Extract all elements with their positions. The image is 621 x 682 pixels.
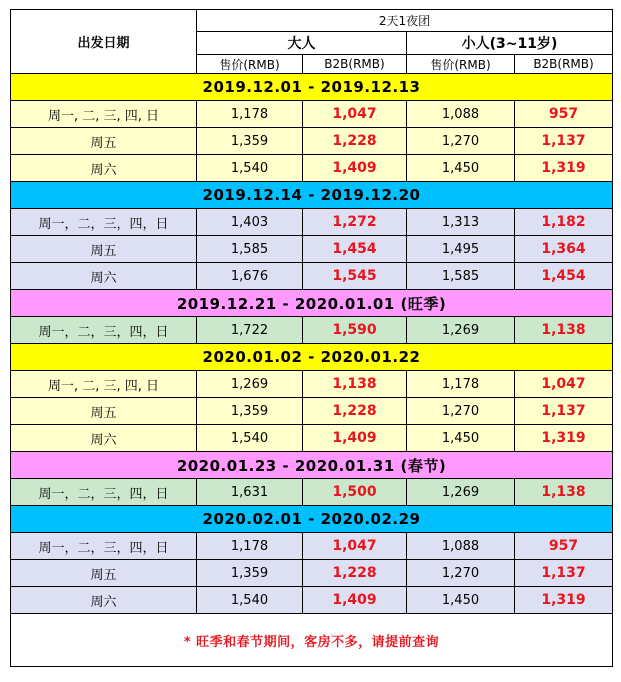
adult-b2b-price-header: B2B(RMB) [303,55,407,74]
child-b2b-price-cell: 1,454 [515,263,613,290]
tour-name-header: 2天1夜团 [197,10,613,32]
day-of-week-cell: 周六 [11,587,197,614]
child-sale-price-cell: 1,450 [407,587,515,614]
child-b2b-price-cell: 1,047 [515,371,613,398]
child-sale-price-cell: 1,088 [407,101,515,128]
day-of-week-cell: 周六 [11,425,197,452]
adult-sale-price-cell: 1,540 [197,587,303,614]
adult-sale-price-header: 售价(RMB) [197,55,303,74]
adult-b2b-price-cell: 1,138 [303,371,407,398]
day-of-week-cell: 周六 [11,263,197,290]
child-b2b-price-cell: 1,137 [515,128,613,155]
day-of-week-cell: 周一，二，三，四，日 [11,533,197,560]
child-sale-price-cell: 1,088 [407,533,515,560]
day-of-week-cell: 周六 [11,155,197,182]
child-sale-price-cell: 1,270 [407,398,515,425]
child-b2b-price-cell: 957 [515,101,613,128]
price-row [11,209,613,236]
price-row [11,263,613,290]
period-header-row [11,344,613,371]
adult-sale-price-cell: 1,585 [197,236,303,263]
day-of-week-cell: 周五 [11,398,197,425]
child-header: 小人(3~11岁) [407,32,613,55]
child-b2b-price-cell: 957 [515,533,613,560]
child-b2b-price-cell: 1,319 [515,587,613,614]
child-b2b-price-header: B2B(RMB) [515,55,613,74]
header-row-tour [11,10,613,32]
period-title: 2020.01.02 - 2020.01.22 [11,344,613,371]
child-b2b-price-cell: 1,182 [515,209,613,236]
child-b2b-price-cell: 1,138 [515,317,613,344]
price-row [11,155,613,182]
adult-b2b-price-cell: 1,409 [303,155,407,182]
price-row [11,425,613,452]
period-title: 2019.12.14 - 2019.12.20 [11,182,613,209]
price-row [11,236,613,263]
adult-b2b-price-cell: 1,409 [303,425,407,452]
price-row [11,587,613,614]
price-row [11,317,613,344]
adult-sale-price-cell: 1,359 [197,560,303,587]
child-sale-price-cell: 1,269 [407,479,515,506]
day-of-week-cell: 周五 [11,128,197,155]
period-header-row [11,74,613,101]
price-row [11,128,613,155]
child-sale-price-header: 售价(RMB) [407,55,515,74]
price-row [11,398,613,425]
adult-sale-price-cell: 1,178 [197,101,303,128]
child-b2b-price-cell: 1,138 [515,479,613,506]
child-sale-price-cell: 1,270 [407,560,515,587]
child-b2b-price-cell: 1,319 [515,155,613,182]
price-row [11,533,613,560]
adult-sale-price-cell: 1,722 [197,317,303,344]
adult-b2b-price-cell: 1,228 [303,560,407,587]
adult-sale-price-cell: 1,540 [197,425,303,452]
adult-b2b-price-cell: 1,047 [303,101,407,128]
period-title: 2019.12.21 - 2020.01.01 (旺季) [11,290,613,317]
child-sale-price-cell: 1,270 [407,128,515,155]
child-b2b-price-cell: 1,137 [515,560,613,587]
adult-b2b-price-cell: 1,545 [303,263,407,290]
child-sale-price-cell: 1,178 [407,371,515,398]
child-sale-price-cell: 1,313 [407,209,515,236]
day-of-week-cell: 周一，二，三，四，日 [11,209,197,236]
period-header-row [11,290,613,317]
price-row [11,560,613,587]
child-b2b-price-cell: 1,364 [515,236,613,263]
adult-b2b-price-cell: 1,047 [303,533,407,560]
period-title: 2019.12.01 - 2019.12.13 [11,74,613,101]
child-sale-price-cell: 1,585 [407,263,515,290]
period-header-row [11,452,613,479]
child-b2b-price-cell: 1,319 [515,425,613,452]
price-row [11,101,613,128]
period-header-row [11,506,613,533]
footer-note: * 旺季和春节期间，客房不多，请提前查询 [11,614,613,667]
adult-sale-price-cell: 1,676 [197,263,303,290]
period-title: 2020.02.01 - 2020.02.29 [11,506,613,533]
adult-b2b-price-cell: 1,409 [303,587,407,614]
period-header-row [11,182,613,209]
adult-sale-price-cell: 1,631 [197,479,303,506]
day-of-week-cell: 周一, 二, 三, 四, 日 [11,371,197,398]
adult-b2b-price-cell: 1,500 [303,479,407,506]
price-row [11,479,613,506]
adult-sale-price-cell: 1,540 [197,155,303,182]
adult-b2b-price-cell: 1,228 [303,398,407,425]
price-table [10,9,613,667]
footer-note-row [11,614,613,667]
day-of-week-cell: 周五 [11,236,197,263]
adult-b2b-price-cell: 1,228 [303,128,407,155]
child-sale-price-cell: 1,495 [407,236,515,263]
adult-header: 大人 [197,32,407,55]
child-sale-price-cell: 1,450 [407,155,515,182]
day-of-week-cell: 周五 [11,560,197,587]
child-sale-price-cell: 1,269 [407,317,515,344]
day-of-week-cell: 周一，二，三，四，日 [11,479,197,506]
adult-b2b-price-cell: 1,272 [303,209,407,236]
price-row [11,371,613,398]
departure-date-header: 出发日期 [11,10,197,74]
adult-b2b-price-cell: 1,454 [303,236,407,263]
adult-sale-price-cell: 1,359 [197,128,303,155]
child-b2b-price-cell: 1,137 [515,398,613,425]
child-sale-price-cell: 1,450 [407,425,515,452]
adult-b2b-price-cell: 1,590 [303,317,407,344]
period-title: 2020.01.23 - 2020.01.31 (春节) [11,452,613,479]
adult-sale-price-cell: 1,403 [197,209,303,236]
day-of-week-cell: 周一, 二, 三, 四, 日 [11,101,197,128]
adult-sale-price-cell: 1,178 [197,533,303,560]
adult-sale-price-cell: 1,269 [197,371,303,398]
adult-sale-price-cell: 1,359 [197,398,303,425]
price-table-body [11,10,613,667]
day-of-week-cell: 周一，二，三，四，日 [11,317,197,344]
